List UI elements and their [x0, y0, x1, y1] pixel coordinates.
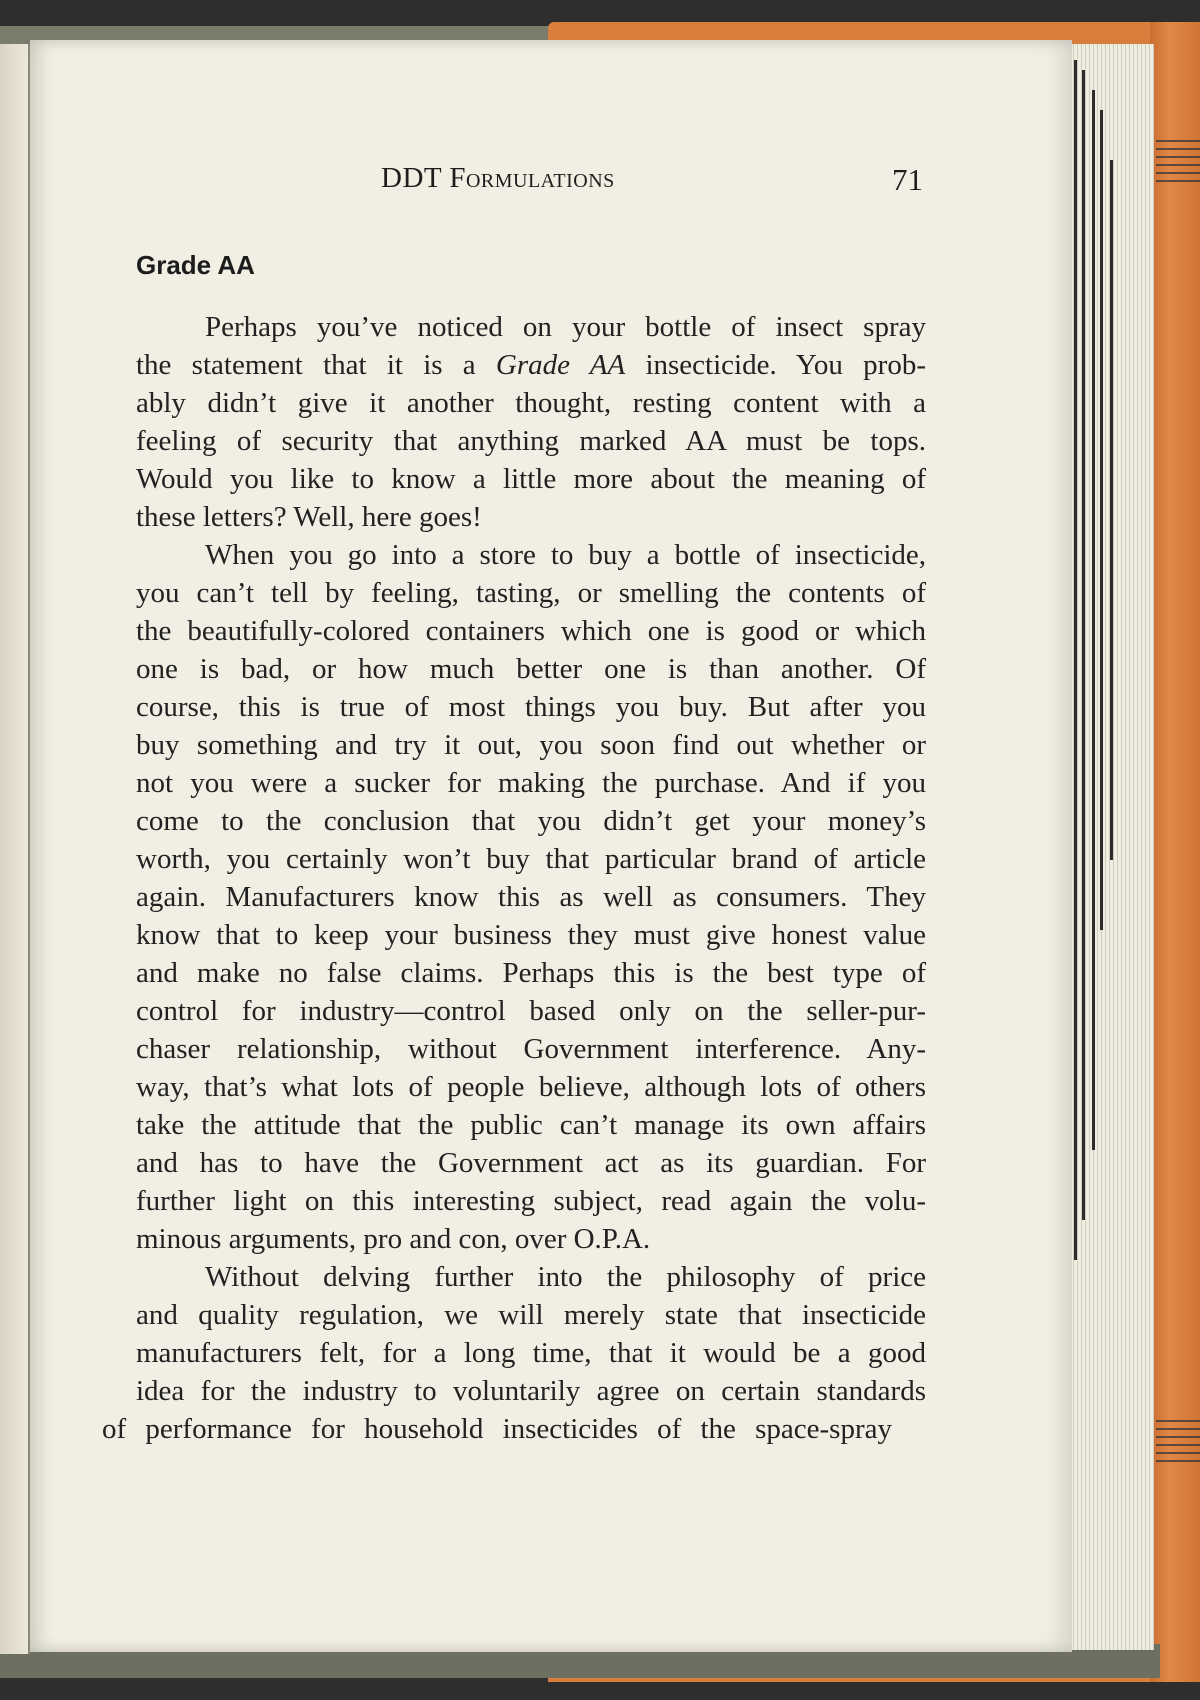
text-line: know that to keep your business they must give honest value	[136, 919, 926, 951]
text-line: idea for the industry to voluntarily agree on certain standards	[136, 1375, 926, 1407]
text-line: way, that’s what lots of people believe, although lots of others	[136, 1071, 926, 1103]
text-line: Would you like to know a little more about the meaning of	[136, 463, 926, 495]
running-head	[0, 162, 1200, 198]
text-line: you can’t tell by feeling, tasting, or smelling the contents of	[136, 577, 926, 609]
text-line: and has to have the Government act as its guardian. For	[136, 1147, 926, 1179]
text-line: manufacturers felt, for a long time, that it would be a good	[136, 1337, 926, 1369]
text-line: and make no false claims. Perhaps this is the best type of	[136, 957, 926, 989]
text-line: control for industry—control based only on the seller-pur-	[136, 995, 926, 1027]
text-line: feeling of security that anything marked AA must be tops.	[136, 425, 926, 457]
text-line: worth, you certainly won’t buy that particular brand of article	[136, 843, 926, 875]
edge-marker-3	[1092, 90, 1095, 1150]
text-line: ably didn’t give it another thought, resting content with a	[136, 387, 926, 419]
text-line: these letters? Well, here goes!	[136, 501, 482, 533]
text-line: the beautifully-colored containers which one is good or which	[136, 615, 926, 647]
text-line: again. Manufacturers know this as well as consumers. They	[136, 881, 926, 913]
text-line: When you go into a store to buy a bottle of insecticide,	[205, 539, 926, 571]
text-line: come to the conclusion that you didn’t get your money’s	[136, 805, 926, 837]
left-page-edge	[0, 44, 30, 1654]
running-head-title: DDT Formulations	[381, 162, 615, 194]
text-line: and quality regulation, we will merely state that insecticide	[136, 1299, 926, 1331]
cover-decoration-lines-bottom	[1156, 1420, 1200, 1464]
text-line: buy something and try it out, you soon find out whether or	[136, 729, 926, 761]
text-line: chaser relationship, without Government interference. Any-	[136, 1033, 926, 1065]
text-line: the statement that it is a Grade AA insecticide. You prob-	[136, 349, 926, 381]
page-number: 71	[892, 162, 923, 197]
text-line: minous arguments, pro and con, over O.P.A.	[136, 1223, 651, 1255]
text-line: one is bad, or how much better one is than another. Of	[136, 653, 926, 685]
section-heading: Grade AA	[136, 250, 255, 280]
edge-marker-4	[1100, 110, 1103, 930]
text-line: Without delving further into the philosophy of price	[205, 1261, 926, 1293]
text-line: further light on this interesting subject, read again the volu-	[136, 1185, 926, 1217]
text-line: of performance for household insecticides of the space-spray	[102, 1413, 892, 1445]
text-line: course, this is true of most things you buy. But after you	[136, 691, 926, 723]
text-line: Perhaps you’ve noticed on your bottle of insect spray	[205, 311, 926, 343]
text-line: take the attitude that the public can’t manage its own affairs	[136, 1109, 926, 1141]
edge-marker-5	[1110, 160, 1113, 860]
text-line: not you were a sucker for making the purchase. And if you	[136, 767, 926, 799]
edge-marker-1	[1074, 60, 1077, 1260]
edge-marker-2	[1082, 70, 1085, 1220]
